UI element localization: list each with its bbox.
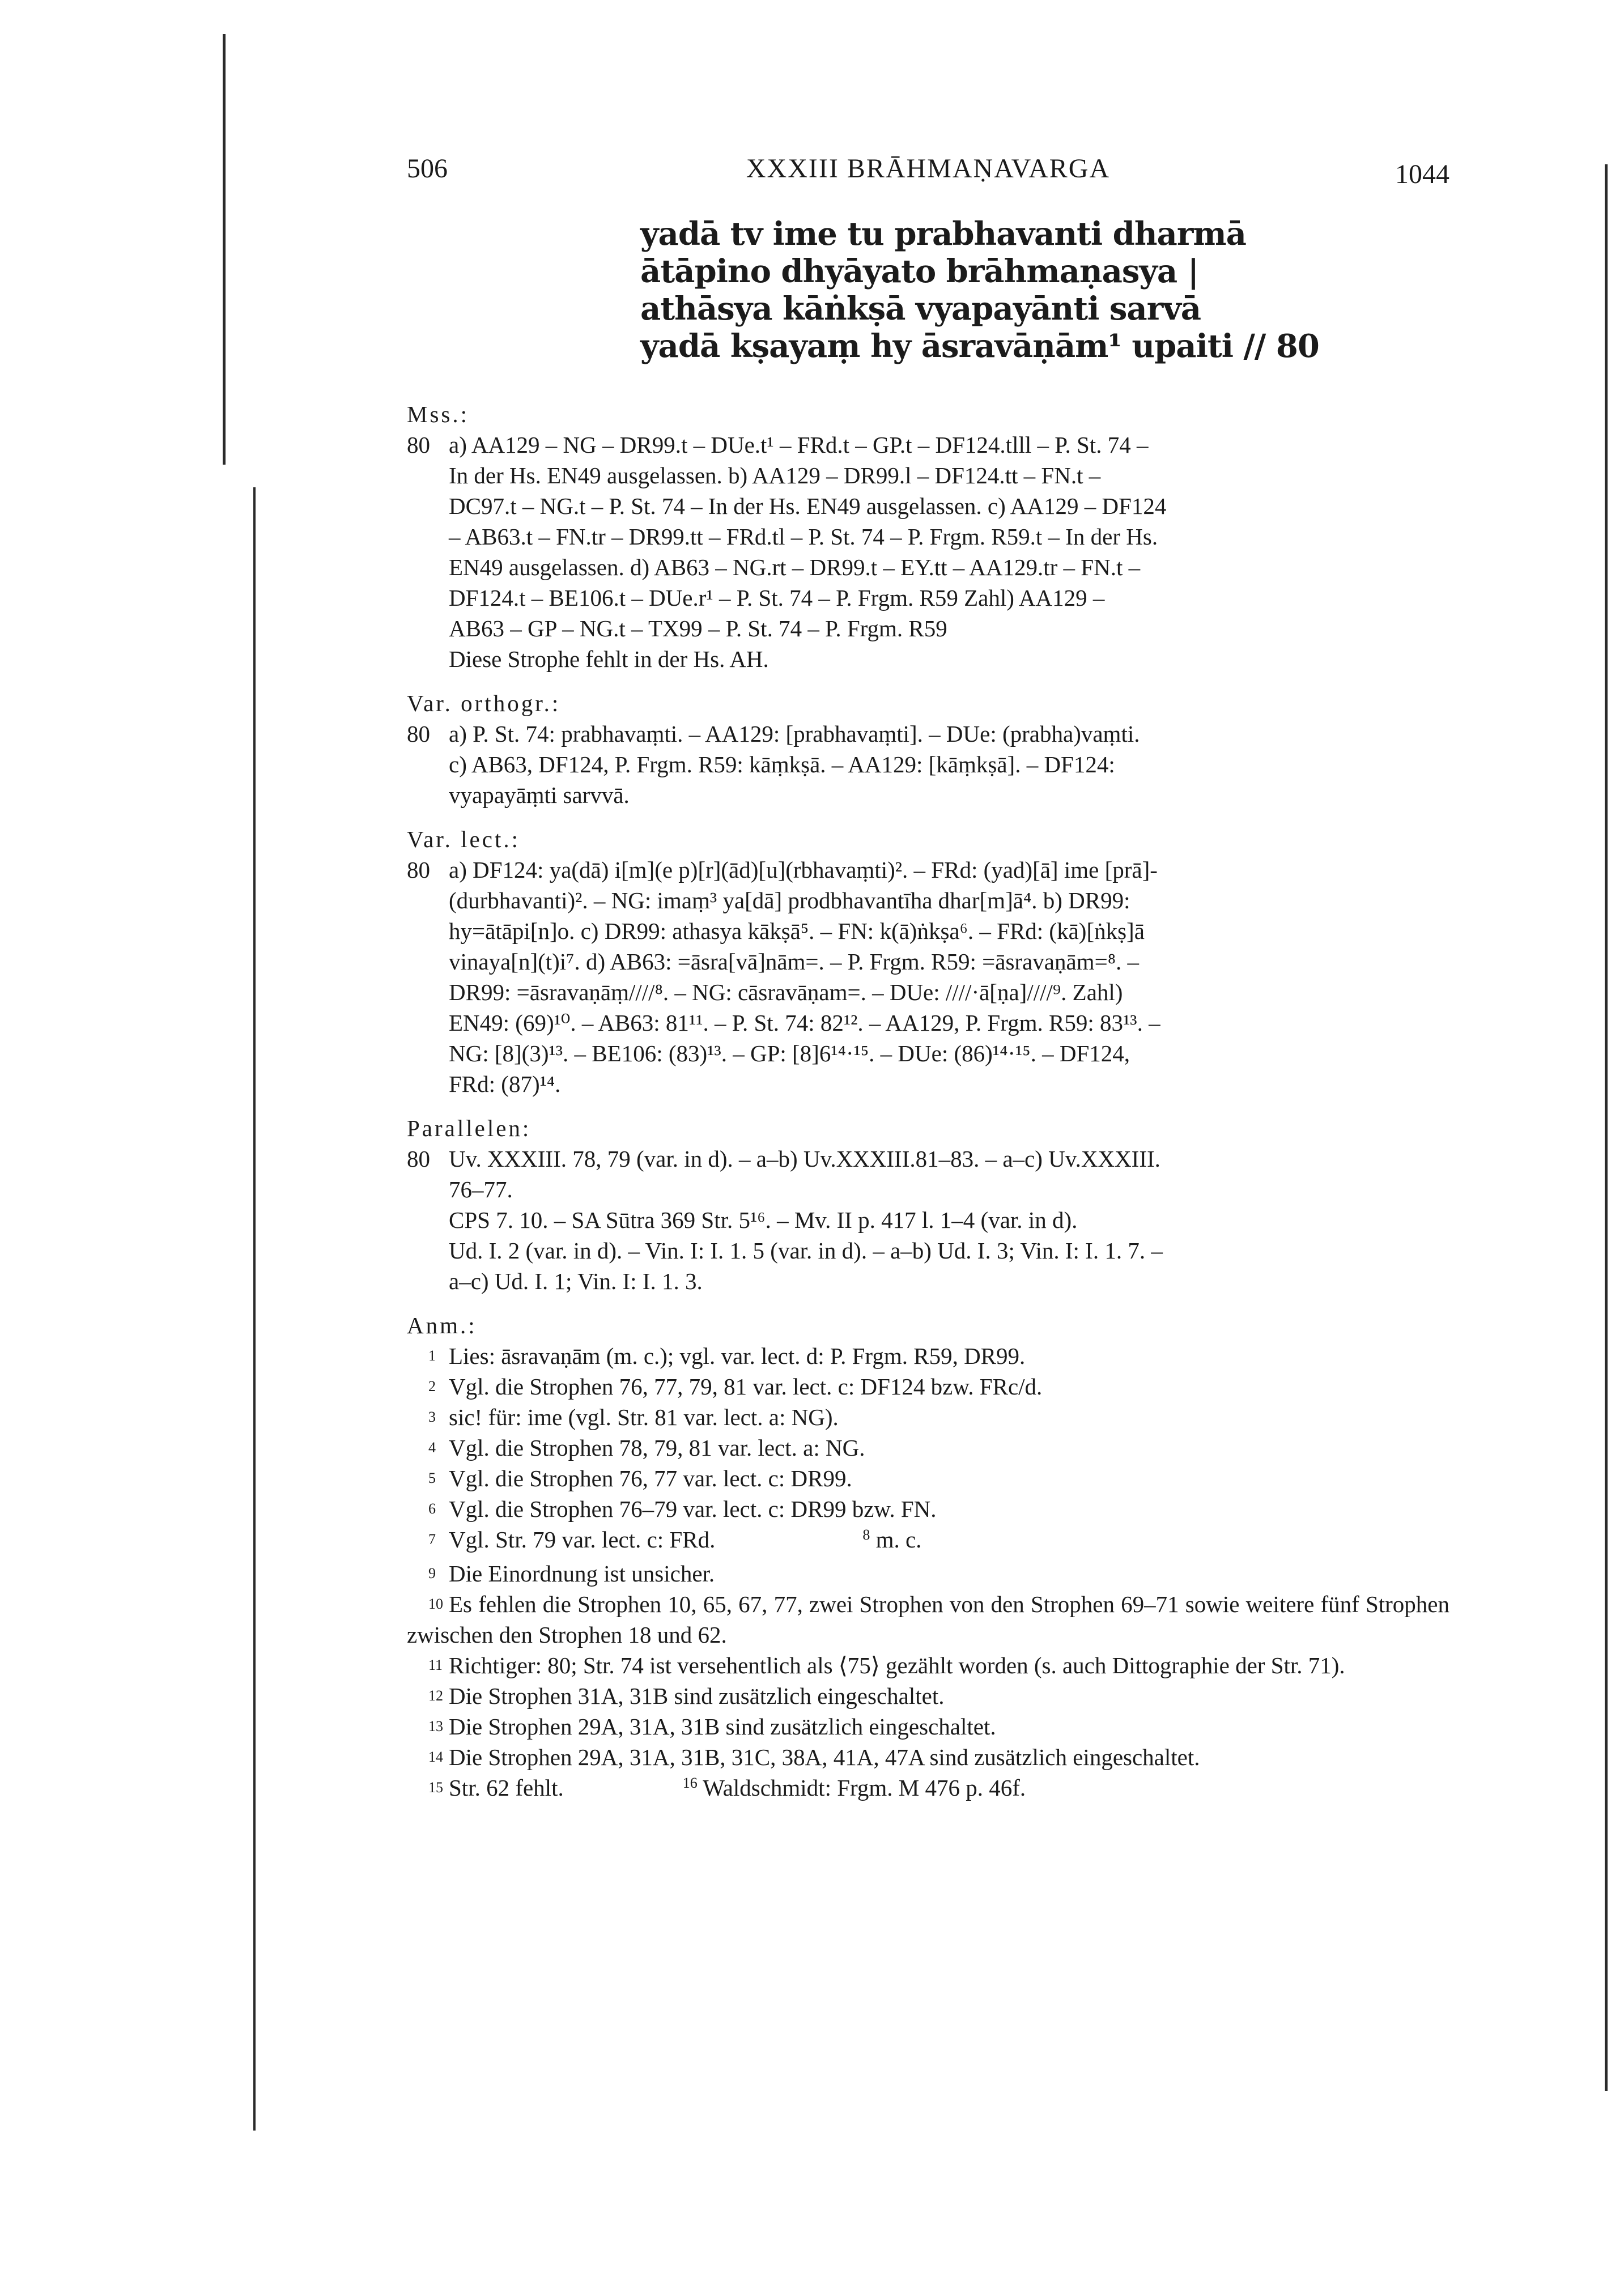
scan-edge-right	[1605, 164, 1608, 2091]
text-line: 76–77.	[449, 1176, 513, 1202]
text-line: Diese Strophe fehlt in der Hs. AH.	[449, 646, 769, 672]
scan-edge-left-lower	[253, 487, 256, 2131]
note-item: 12 Die Strophen 31A, 31B sind zusätzlich eingeschaltet.	[428, 1683, 945, 1709]
scan-edge-left	[223, 34, 226, 465]
text-line: vinaya[n](t)i⁷. d) AB63: =āsra[vā]nām=. – P. Frgm. R59: =āsravaṇām=⁸. –	[449, 949, 1139, 975]
parallelen-entry	[407, 1143, 1449, 1296]
entry-number: 80	[407, 721, 430, 747]
page-header	[407, 153, 1449, 198]
text-line: FRd: (87)¹⁴.	[449, 1071, 561, 1097]
section-title-orthogr: Var. orthogr.:	[407, 690, 561, 716]
text-line: In der Hs. EN49 ausgelassen. b) AA129 – DR99.l – DF124.tt – FN.t –	[449, 462, 1101, 488]
orthogr-entry	[407, 718, 1449, 810]
text-line: (durbhavanti)². – NG: imaṃ³ ya[dā] prodbhavantīha dhar[m]ā⁴. b) DR99:	[449, 887, 1130, 913]
text-line: hy=ātāpi[n]o. c) DR99: athasya kākṣā⁵. – FN: k(ā)ṅkṣa⁶. – FRd: (kā)[ṅkṣ]ā	[449, 918, 1145, 944]
section-title-anm: Anm.:	[407, 1312, 477, 1338]
text-line: AB63 – GP – NG.t – TX99 – P. St. 74 – P. Frgm. R59	[449, 615, 947, 641]
note-item: 14 Die Strophen 29A, 31A, 31B, 31C, 38A, 41A, 47A sind zusätzlich eingeschaltet.	[428, 1744, 1200, 1770]
text-line: a) DF124: ya(dā) i[m](e p)[r](ād)[u](rbhavaṃti)². – FRd: (yad)[ā] ime [prā]-	[449, 857, 1158, 883]
note-item: 4 Vgl. die Strophen 78, 79, 81 var. lect. a: NG.	[428, 1435, 865, 1461]
verse-line: yadā kṣayaṃ hy āsravāṇām¹ upaiti // 80	[640, 328, 1319, 365]
note-item: 1 Lies: āsravaṇām (m. c.); vgl. var. lect. d: P. Frgm. R59, DR99.	[428, 1343, 1026, 1369]
verse-line: yadā tv ime tu prabhavanti dharmā	[640, 215, 1246, 253]
entry-number: 80	[407, 432, 430, 458]
text-line: DC97.t – NG.t – P. St. 74 – In der Hs. EN49 ausgelassen. c) AA129 – DF124	[449, 493, 1167, 519]
note-item: 7 Vgl. Str. 79 var. lect. c: FRd. $^8$ m. c.	[428, 1527, 922, 1553]
text-line: Ud. I. 2 (var. in d). – Vin. I: I. 1. 5 (var. in d). – a–b) Ud. I. 3; Vin. I: I. 1. 7. –	[449, 1238, 1163, 1264]
note-item: 3 sic! für: ime (vgl. Str. 81 var. lect. a: NG).	[428, 1404, 839, 1430]
text-line: CPS 7. 10. – SA Sūtra 369 Str. 5¹⁶. – Mv. II p. 417 l. 1–4 (var. in d).	[449, 1207, 1078, 1233]
page-number: 506	[407, 154, 448, 184]
note-item: 2 Vgl. die Strophen 76, 77, 79, 81 var. lect. c: DF124 bzw. FRc/d.	[428, 1374, 1043, 1400]
section-title-lect: Var. lect.:	[407, 826, 520, 852]
text-line: a) AA129 – NG – DR99.t – DUe.t¹ – FRd.t – GP.t – DF124.tlll – P. St. 74 –	[449, 432, 1149, 458]
verse-number: 1044	[1395, 159, 1449, 189]
text-line: – AB63.t – FN.tr – DR99.tt – FRd.tl – P. St. 74 – P. Frgm. R59.t – In der Hs.	[449, 524, 1158, 550]
note-item: 11 Richtiger: 80; Str. 74 ist versehentlich als ⟨75⟩ gezählt worden (s. auch Dittographie der Str. 71).	[428, 1652, 1345, 1678]
running-title: XXXIII BRĀHMAṆAVARGA	[746, 154, 1111, 184]
text-line: DR99: =āsravaṇāṃ////⁸. – NG: cāsravāṇam=. – DUe: ////·ā[ṇa]////⁹. Zahl)	[449, 979, 1123, 1005]
note-item: 6 Vgl. die Strophen 76–79 var. lect. c: DR99 bzw. FN.	[428, 1496, 937, 1522]
text-line: vyapayāṃti sarvvā.	[449, 782, 630, 808]
note-item: 9 Die Einordnung ist unsicher.	[428, 1561, 715, 1587]
text-line: a) P. St. 74: prabhavaṃti. – AA129: [prabhavaṃti]. – DUe: (prabha)vaṃti.	[449, 721, 1140, 747]
note-item: 15 Str. 62 fehlt. $^{16}$ Waldschmidt: Frgm. M 476 p. 46f.	[428, 1775, 1026, 1801]
entry-number: 80	[407, 857, 430, 883]
text-line: a–c) Ud. I. 1; Vin. I: I. 1. 3.	[449, 1268, 703, 1294]
verse-line: athāsya kāṅkṣā vyapayānti sarvā	[640, 290, 1201, 328]
lect-entry	[407, 854, 1449, 1099]
notes-list	[407, 1341, 1449, 1806]
text-line: Uv. XXXIII. 78, 79 (var. in d). – a–b) Uv.XXXIII.81–83. – a–c) Uv.XXXIII.	[449, 1146, 1160, 1172]
note-item: 13 Die Strophen 29A, 31A, 31B sind zusätzlich eingeschaltet.	[428, 1714, 996, 1740]
verse-text	[640, 215, 1319, 365]
section-title-parallelen: Parallelen:	[407, 1115, 532, 1141]
note-item: 10 Es fehlen die Strophen 10, 65, 67, 77, zwei Strophen von den Strophen 69–71 sowie weitere fünf Strophen zwischen den Strophen 18 und 62.	[407, 1591, 1449, 1648]
text-line: EN49: (69)¹⁰. – AB63: 81¹¹. – P. St. 74: 82¹². – AA129, P. Frgm. R59: 83¹³. –	[449, 1010, 1160, 1036]
verse-line: ātāpino dhyāyato brāhmaṇasya |	[640, 253, 1199, 290]
text-line: c) AB63, DF124, P. Frgm. R59: kāṃkṣā. – AA129: [kāṃkṣā]. – DF124:	[449, 751, 1115, 777]
text-line: DF124.t – BE106.t – DUe.r¹ – P. St. 74 – P. Frgm. R59 Zahl) AA129 –	[449, 585, 1105, 611]
mss-entry	[407, 430, 1449, 674]
apparatus	[407, 385, 1449, 1806]
text-line: NG: [8](3)¹³. – BE106: (83)¹³. – GP: [8]6¹⁴·¹⁵. – DUe: (86)¹⁴·¹⁵. – DF124,	[449, 1040, 1130, 1066]
text-line: EN49 ausgelassen. d) AB63 – NG.rt – DR99.t – EY.tt – AA129.tr – FN.t –	[449, 554, 1141, 580]
entry-number: 80	[407, 1146, 430, 1172]
note-item: 5 Vgl. die Strophen 76, 77 var. lect. c: DR99.	[428, 1465, 852, 1491]
section-title-mss: Mss.:	[407, 401, 470, 427]
